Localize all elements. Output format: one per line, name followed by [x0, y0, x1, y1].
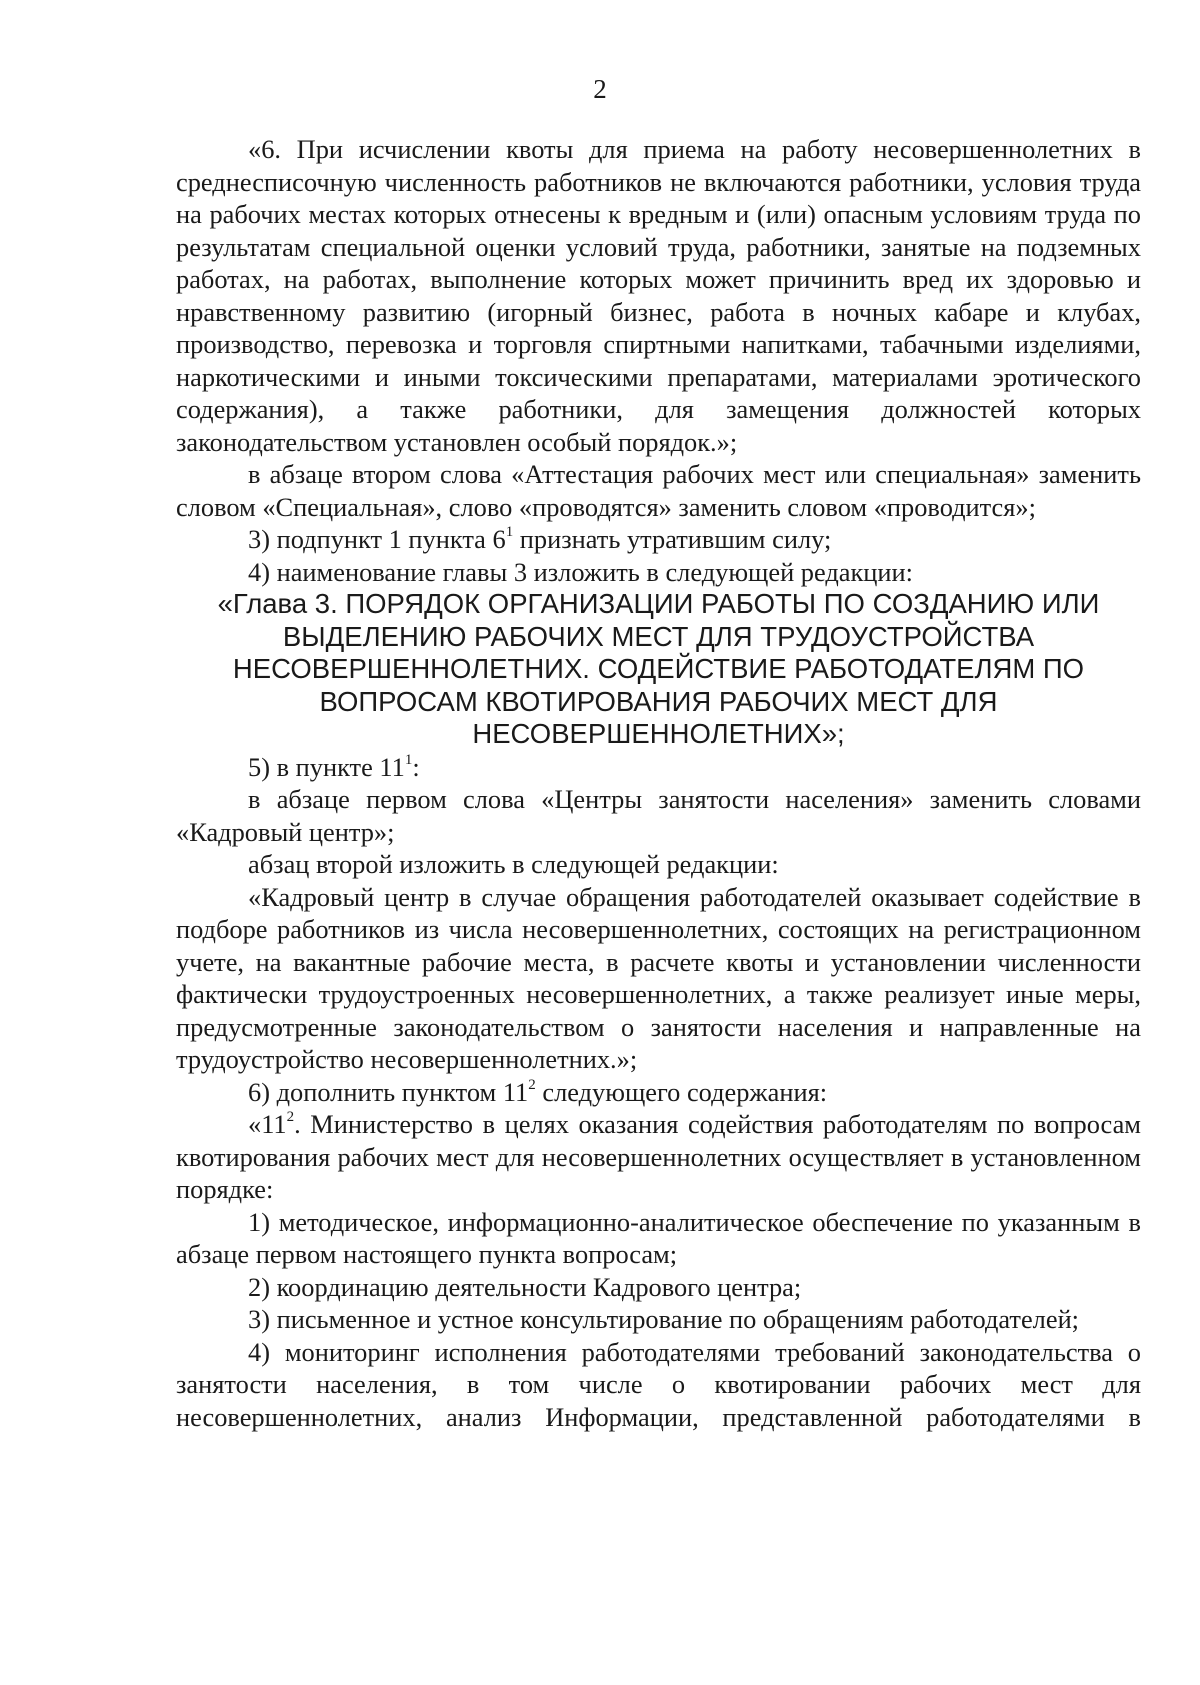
document-body — [176, 133, 1141, 1433]
superscript: 2 — [286, 1109, 295, 1126]
paragraph-list-item-2: 2) координацию деятельности Кадрового центра; — [248, 1271, 802, 1302]
paragraph-kadrovy-center: «Кадровый центр в случае обращения работодателей оказывает содействие в подборе работников из числа несовершеннолетних, состоящих на регистрационном учете, на вакантные рабочие места, в расчете квоты и установлении численности фактически трудоустроенных несовершеннолетних, а также реализует иные меры, предусмотренные законодательством о занятости населения и направленные на трудоустройство несовершеннолетних.»; — [176, 881, 1141, 1074]
paragraph-text: 6) дополнить пунктом 11 — [248, 1076, 529, 1107]
heading-line: ВОПРОСАМ КВОТИРОВАНИЯ РАБОЧИХ МЕСТ ДЛЯ — [319, 685, 998, 717]
paragraph-subitem-5 — [176, 751, 1141, 784]
paragraph-second-abzac: абзац второй изложить в следующей редакции: — [248, 849, 779, 879]
superscript: 1 — [404, 751, 413, 768]
paragraph-list-item-3: 3) письменное и устное консультирование по обращениям работодателей; — [248, 1304, 1080, 1334]
paragraph-text: признать утратившим силу; — [513, 524, 832, 554]
paragraph-list-item-4: 4) мониторинг исполнения работодателями требований законодательства о занятости населения, в том числе о квотировании рабочих мест для несовершеннолетних, анализ Информации, представленной работодателями в — [176, 1336, 1141, 1432]
paragraph-text: 5) в пункте 11 — [248, 751, 405, 782]
heading-line: ВЫДЕЛЕНИЮ РАБОЧИХ МЕСТ ДЛЯ ТРУДОУСТРОЙСТВА — [282, 620, 1035, 652]
paragraph-text: : — [412, 751, 420, 782]
paragraph-subitem-3 — [176, 523, 1141, 556]
paragraph-subitem-4: 4) наименование главы 3 изложить в следующей редакции: — [248, 556, 914, 587]
paragraph-text: 3) подпункт 1 пункта 6 — [248, 524, 506, 554]
paragraph-text: «11 — [248, 1109, 287, 1139]
superscript: 2 — [528, 1076, 536, 1093]
heading-line: НЕСОВЕРШЕННОЛЕТНИХ. СОДЕЙСТВИЕ РАБОТОДАТЕЛЯМ ПО — [232, 653, 1085, 684]
paragraph-list-item-1: 1) методическое, информационно-аналитическое обеспечение по указанным в абзаце первом настоящего пункта вопросам; — [176, 1206, 1141, 1269]
paragraph-replace-attestation: в абзаце втором слова «Аттестация рабочих мест или специальная» заменить словом «Специальная», слово «проводятся» заменить словом «проводится»; — [176, 459, 1141, 522]
heading-line: НЕСОВЕРШЕННОЛЕТНИХ»; — [472, 718, 845, 749]
chapter-heading — [176, 588, 1141, 751]
paragraph-item-11-2 — [176, 1108, 1141, 1206]
paragraph-subitem-6 — [176, 1076, 1141, 1109]
paragraph-text: . Министерство в целях оказания содействия работодателям по вопросам квотирования рабочих мест для несовершеннолетних осуществляет в установленном порядке: — [176, 1109, 1141, 1204]
heading-line: «Глава 3. ПОРЯДОК ОРГАНИЗАЦИИ РАБОТЫ ПО СОЗДАНИЮ ИЛИ — [217, 588, 1100, 619]
paragraph-text: следующего содержания: — [535, 1076, 828, 1107]
superscript: 1 — [505, 524, 514, 541]
page-number: 2 — [593, 74, 607, 104]
paragraph-item-6: «6. При исчислении квоты для приема на работу несовершеннолетних в среднесписочную численность работников не включаются работники, условия труда на рабочих местах которых отнесены к вредным и (или) опасным условиям труда по результатам специальной оценки условий труда, работники, занятые на подземных работах, на работах, выполнение которых может причинить вред их здоровью и нравственному развитию (игорный бизнес, работа в ночных кабаре и клубах, производство, перевозка и торговля спиртными напитками, табачными изделиями, наркотическими и иными токсическими препаратами, материалами эротического содержания), а также работники, для замещения должностей которых законодательством установлен особый порядок.»; — [176, 134, 1141, 457]
paragraph-first-abzac: в абзаце первом слова «Центры занятости населения» заменить словами «Кадровый центр»; — [176, 784, 1141, 847]
